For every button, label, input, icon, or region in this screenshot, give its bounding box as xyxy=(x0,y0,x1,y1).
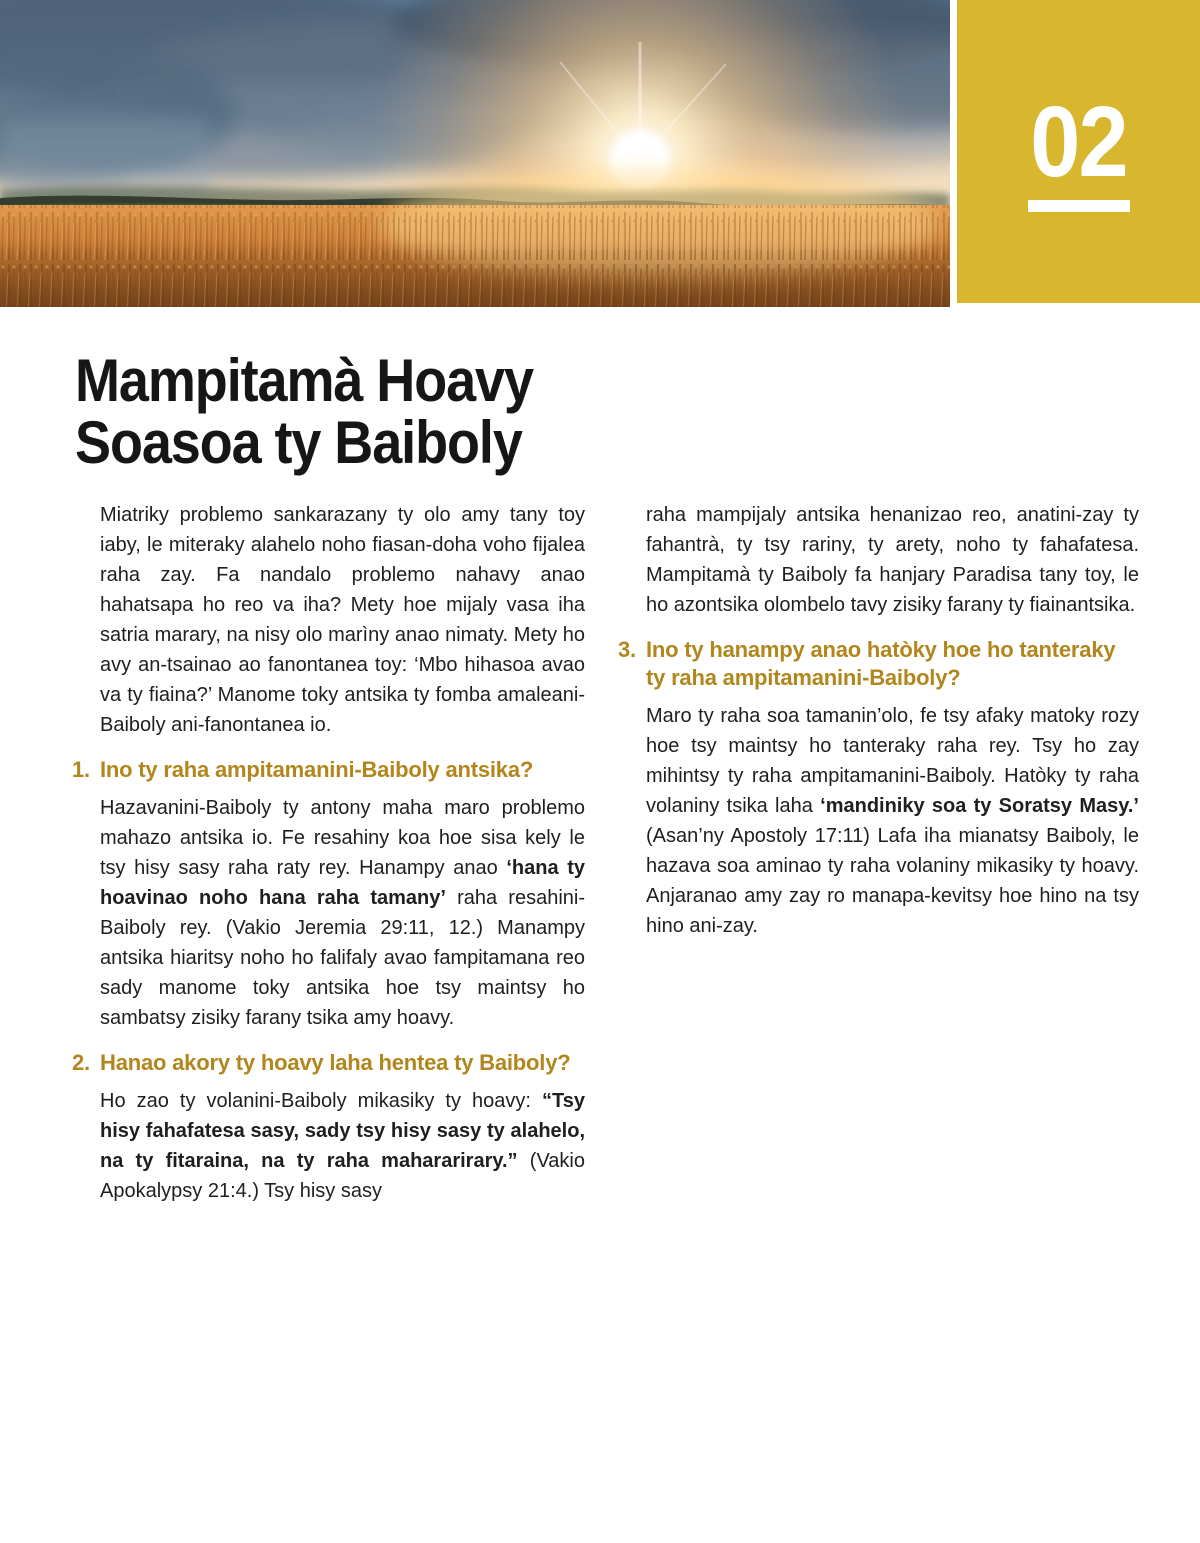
page-title xyxy=(75,347,533,476)
paragraph-text: Maro ty raha soa tamanin’olo, fe tsy afaky matoky rozy hoe tsy maintsy ho tanteraky raha rey. Tsy ho zay mihintsy ty raha ampitamanini-Baiboly. Hatòky ty raha volaniny tsika laha xyxy=(646,705,1139,817)
section-heading xyxy=(72,1049,585,1077)
section-heading-text: Ino ty raha ampitamanini-Baiboly antsika? xyxy=(100,757,534,782)
section-heading xyxy=(618,636,1139,692)
section-heading xyxy=(72,756,585,784)
bold-scripture-quote: ‘mandiniky soa ty Soratsy Masy.’ xyxy=(820,795,1139,817)
body-paragraph xyxy=(646,701,1139,941)
bold-scripture-quote: “Tsy hisy fahafatesa sasy, sady tsy hisy sasy ty alahelo, na ty fitaraina, na ty raha mahararirary.” xyxy=(100,1090,585,1172)
paragraph-text: Ho zao ty volanini-Baiboly mikasiky ty hoavy: xyxy=(100,1090,543,1112)
chapter-number-underline xyxy=(1028,200,1130,212)
section-number: 2. xyxy=(72,1050,90,1075)
section-number: 3. xyxy=(618,637,636,662)
paragraph-text: raha resahini-Baiboly rey. (Vakio Jeremia 29:11, 12.) Manampy antsika hiaritsy noho ho falifaly avao fampitamana reo sady manome toky antsika hoe tsy maintsy ho sambatsy zisiky farany tsika amy hoavy. xyxy=(100,887,585,1029)
chapter-number-block xyxy=(957,0,1200,303)
header-photo xyxy=(0,0,950,307)
text-column-left xyxy=(72,500,585,1222)
paragraph-text: (Asan’ny Apostoly 17:11) Lafa iha mianatsy Baiboly, le hazava soa aminao ty raha volaniny mikasiky ty hoavy. Anjaranao amy zay ro manapa-kevitsy hoe hino na tsy hino ani-zay. xyxy=(646,825,1139,937)
page-title-line-2: Soasoa ty Baiboly xyxy=(75,409,522,476)
paragraph-text: raha mampijaly antsika henanizao reo, anatini-zay ty fahantrà, ty tsy rariny, ty arety, noho ty fahafatesa. Mampitamà ty Baiboly fa hanjary Paradisa tany toy, le ho azontsika olombelo tavy zisiky farany ty fiainantsika. xyxy=(646,504,1139,616)
paragraph-text: Miatriky problemo sankarazany ty olo amy tany toy iaby, le miteraky alahelo noho fiasan-doha voho fijalea raha zay. Fa nandalo problemo nahavy anao hahatsapa ho reo va iha? Mety hoe mijaly vasa iha satria marary, na nisy olo marìny anao nimaty. Mety ho avy an-tsainao ao fanontanea toy: ‘Mbo hihasoa avao va ty fiaina?’ Manome toky antsika ty fomba amaleani-Baiboly ani-fanontanea io. xyxy=(100,504,585,736)
chapter-number: 02 xyxy=(1030,86,1127,198)
section-heading-text: Ino ty hanampy anao hatòky hoe ho tanteraky ty raha ampitamanini-Baiboly? xyxy=(646,637,1116,690)
body-paragraph xyxy=(100,793,585,1033)
paragraph-text: Hazavanini-Baiboly ty antony maha maro problemo mahazo antsika io. Fe resahiny koa hoe sisa kely le tsy hisy sasy raha raty rey. Hanampy anao xyxy=(100,797,585,879)
paragraph-text: (Vakio Apokalypsy 21:4.) Tsy hisy sasy xyxy=(100,1150,585,1202)
body-paragraph xyxy=(646,500,1139,620)
bold-scripture-quote: ‘hana ty hoavinao noho hana raha tamany’ xyxy=(100,857,585,909)
section-number: 1. xyxy=(72,757,90,782)
body-paragraph xyxy=(100,1086,585,1206)
page-title-line-1: Mampitamà Hoavy xyxy=(75,347,533,414)
body-paragraph xyxy=(100,500,585,740)
text-column-right xyxy=(618,500,1139,957)
wheat-field-sunset-photo xyxy=(0,0,950,307)
section-heading-text: Hanao akory ty hoavy laha hentea ty Baiboly? xyxy=(100,1050,571,1075)
